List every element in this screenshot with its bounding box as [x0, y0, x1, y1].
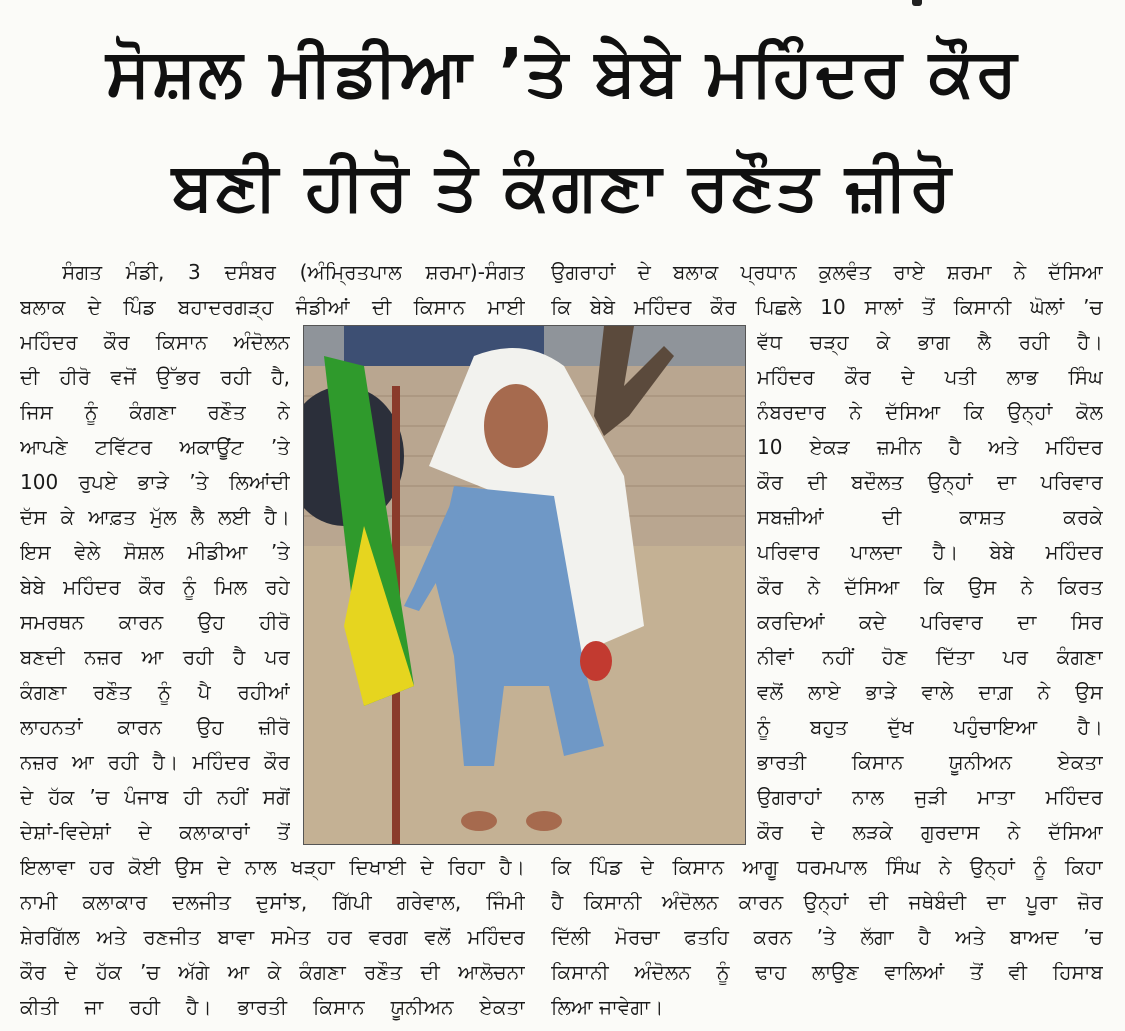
article-line: ਲਾਹਨਤਾਂ ਕਾਰਨ ਉਹ ਜ਼ੀਰੋ [20, 715, 290, 739]
article-line: ਇਸ ਵੇਲੇ ਸੋਸ਼ਲ ਮੀਡੀਆ ’ਤੇ [20, 540, 290, 564]
article-line: ਸ਼ੇਰਗਿੱਲ ਅਤੇ ਰਣਜੀਤ ਬਾਵਾ ਸਮੇਤ ਹਰ ਵਰਗ ਵਲੋਂ ਮਹਿੰਦਰ [20, 925, 525, 949]
article-line: ਨੀਵਾਂ ਨਹੀਂ ਹੋਣ ਦਿੱਤਾ ਪਰ ਕੰਗਣਾ [757, 645, 1103, 669]
article-line: ਭਾਰਤੀ ਕਿਸਾਨ ਯੂਨੀਅਨ ਏਕਤਾ [757, 750, 1103, 774]
article-line: ਕੀਤੀ ਜਾ ਰਹੀ ਹੈ। ਭਾਰਤੀ ਕਿਸਾਨ ਯੂਨੀਅਨ ਏਕਤਾ [20, 995, 525, 1019]
article-line: ਕੌਰ ਨੇ ਦੱਸਿਆ ਕਿ ਉਸ ਨੇ ਕਿਰਤ [757, 575, 1103, 599]
article-line: ਦੇਸ਼ਾਂ-ਵਿਦੇਸ਼ਾਂ ਦੇ ਕਲਾਕਾਰਾਂ ਤੋਂ [20, 820, 290, 844]
article-line: ਬਲਾਕ ਦੇ ਪਿੰਡ ਬਹਾਦਰਗੜ੍ਹ ਜੰਡੀਆਂ ਦੀ ਕਿਸਾਨ ਮਾਈ [20, 295, 525, 319]
article-line: ਇਲਾਵਾ ਹਰ ਕੋਈ ਉਸ ਦੇ ਨਾਲ ਖੜ੍ਹਾ ਦਿਖਾਈ ਦੇ ਰਿਹਾ ਹੈ। [20, 855, 525, 879]
article-line: ਬੇਬੇ ਮਹਿੰਦਰ ਕੌਰ ਨੂੰ ਮਿਲ ਰਹੇ [20, 575, 290, 599]
article-line: ਨੂੰ ਬਹੁਤ ਦੁੱਖ ਪਹੁੰਚਾਇਆ ਹੈ। [757, 715, 1103, 739]
article-line: ਕੌਰ ਦੇ ਲੜਕੇ ਗੁਰਦਾਸ ਨੇ ਦੱਸਿਆ [757, 820, 1103, 844]
article-line: ਕਿ ਬੇਬੇ ਮਹਿੰਦਰ ਕੌਰ ਪਿਛਲੇ 10 ਸਾਲਾਂ ਤੋਂ ਕਿਸਾਨੀ ਘੋਲਾਂ ’ਚ [551, 295, 1103, 319]
article-line: ਉਗਰਾਹਾਂ ਦੇ ਬਲਾਕ ਪ੍ਰਧਾਨ ਕੁਲਵੰਤ ਰਾਏ ਸ਼ਰਮਾ ਨੇ ਦੱਸਿਆ [551, 260, 1103, 284]
article-photo [303, 325, 746, 845]
article-line: ਕਿ ਪਿੰਡ ਦੇ ਕਿਸਾਨ ਆਗੂ ਧਰਮਪਾਲ ਸਿੰਘ ਨੇ ਉਨ੍ਹਾਂ ਨੂੰ ਕਿਹਾ [551, 855, 1103, 879]
article-line: ਉਗਰਾਹਾਂ ਨਾਲ ਜੁੜੀ ਮਾਤਾ ਮਹਿੰਦਰ [757, 785, 1103, 809]
article-line: ਕਰਦਿਆਂ ਕਦੇ ਪਰਿਵਾਰ ਦਾ ਸਿਰ [757, 610, 1103, 634]
article-line: ਵਲੋਂ ਲਾਏ ਭਾੜੇ ਵਾਲੇ ਦਾਗ਼ ਨੇ ਉਸ [757, 680, 1103, 704]
article-line: ਕਿਸਾਨੀ ਅੰਦੋਲਨ ਨੂੰ ਢਾਹ ਲਾਉਣ ਵਾਲਿਆਂ ਤੋਂ ਵੀ ਹਿਸਾਬ [551, 960, 1103, 984]
photo-woman-with-flag-icon [304, 326, 745, 844]
article-line: ਕੰਗਣਾ ਰਣੌਤ ਨੂੰ ਪੈ ਰਹੀਆਂ [20, 680, 290, 704]
article-line: ਪਰਿਵਾਰ ਪਾਲਦਾ ਹੈ। ਬੇਬੇ ਮਹਿੰਦਰ [757, 540, 1103, 564]
article-line: ਨੰਬਰਦਾਰ ਨੇ ਦੱਸਿਆ ਕਿ ਉਨ੍ਹਾਂ ਕੋਲ [757, 400, 1103, 424]
article-line: ਹੈ ਕਿਸਾਨੀ ਅੰਦੋਲਨ ਕਾਰਨ ਉਨ੍ਹਾਂ ਦੀ ਜਥੇਬੰਦੀ ਦਾ ਪੂਰਾ ਜ਼ੋਰ [551, 890, 1103, 914]
article-line: ਜਿਸ ਨੂੰ ਕੰਗਣਾ ਰਣੌਤ ਨੇ [20, 400, 290, 424]
article-line: ਦੀ ਹੀਰੋ ਵਜੋਂ ਉੱਭਰ ਰਹੀ ਹੈ, [20, 365, 290, 389]
article-line: ਸਮਰਥਨ ਕਾਰਨ ਉਹ ਹੀਰੋ [20, 610, 290, 634]
article-line: 100 ਰੁਪਏ ਭਾੜੇ ’ਤੇ ਲਿਆਂਦੀ [20, 470, 290, 494]
print-mark [912, 0, 922, 6]
article-line: ਕੌਰ ਦੇ ਹੱਕ ’ਚ ਅੱਗੇ ਆ ਕੇ ਕੰਗਣਾ ਰਣੌਤ ਦੀ ਆਲੋਚਨਾ [20, 960, 525, 984]
article-line: ਕੌਰ ਦੀ ਬਦੌਲਤ ਉਨ੍ਹਾਂ ਦਾ ਪਰਿਵਾਰ [757, 470, 1103, 494]
article-line: ਮਹਿੰਦਰ ਕੌਰ ਕਿਸਾਨ ਅੰਦੋਲਨ [20, 330, 290, 354]
article-line: 10 ਏਕੜ ਜ਼ਮੀਨ ਹੈ ਅਤੇ ਮਹਿੰਦਰ [757, 435, 1103, 459]
article-line: ਸਬਜ਼ੀਆਂ ਦੀ ਕਾਸ਼ਤ ਕਰਕੇ [757, 505, 1103, 529]
article-line: ਬਣਦੀ ਨਜ਼ਰ ਆ ਰਹੀ ਹੈ ਪਰ [20, 645, 290, 669]
article-line: ਦੱਸ ਕੇ ਆਫ਼ਤ ਮੁੱਲ ਲੈ ਲਈ ਹੈ। [20, 505, 290, 529]
headline-line-2: ਬਣੀ ਹੀਰੋ ਤੇ ਕੰਗਣਾ ਰਣੌਤ ਜ਼ੀਰੋ [171, 148, 954, 225]
article-line: ਨਾਮੀ ਕਲਾਕਾਰ ਦਲਜੀਤ ਦੁਸਾਂਝ, ਗਿੱਪੀ ਗਰੇਵਾਲ, ਜਿੰਮੀ [20, 890, 525, 914]
article-line: ਲਿਆ ਜਾਵੇਗਾ। [551, 995, 664, 1019]
article-line: ਸੰਗਤ ਮੰਡੀ, 3 ਦਸੰਬਰ (ਅੰਮ੍ਰਿਤਪਾਲ ਸ਼ਰਮਾ)-ਸੰਗਤ [62, 260, 525, 284]
article-line: ਦੇ ਹੱਕ ’ਚ ਪੰਜਾਬ ਹੀ ਨਹੀਂ ਸਗੋਂ [20, 785, 290, 809]
headline-line-1: ਸੋਸ਼ਲ ਮੀਡੀਆ ’ਤੇ ਬੇਬੇ ਮਹਿੰਦਰ ਕੌਰ [106, 34, 1019, 111]
article-line: ਆਪਣੇ ਟਵਿੱਟਰ ਅਕਾਊਂਟ ’ਤੇ [20, 435, 290, 459]
article-line: ਵੱਧ ਚੜ੍ਹ ਕੇ ਭਾਗ ਲੈ ਰਹੀ ਹੈ। [757, 330, 1103, 354]
article-line: ਦਿੱਲੀ ਮੋਰਚਾ ਫਤਹਿ ਕਰਨ ’ਤੇ ਲੱਗਾ ਹੈ ਅਤੇ ਬਾਅਦ ’ਚ [551, 925, 1103, 949]
article-line: ਨਜ਼ਰ ਆ ਰਹੀ ਹੈ। ਮਹਿੰਦਰ ਕੌਰ [20, 750, 290, 774]
article-line: ਮਹਿੰਦਰ ਕੌਰ ਦੇ ਪਤੀ ਲਾਭ ਸਿੰਘ [757, 365, 1103, 389]
